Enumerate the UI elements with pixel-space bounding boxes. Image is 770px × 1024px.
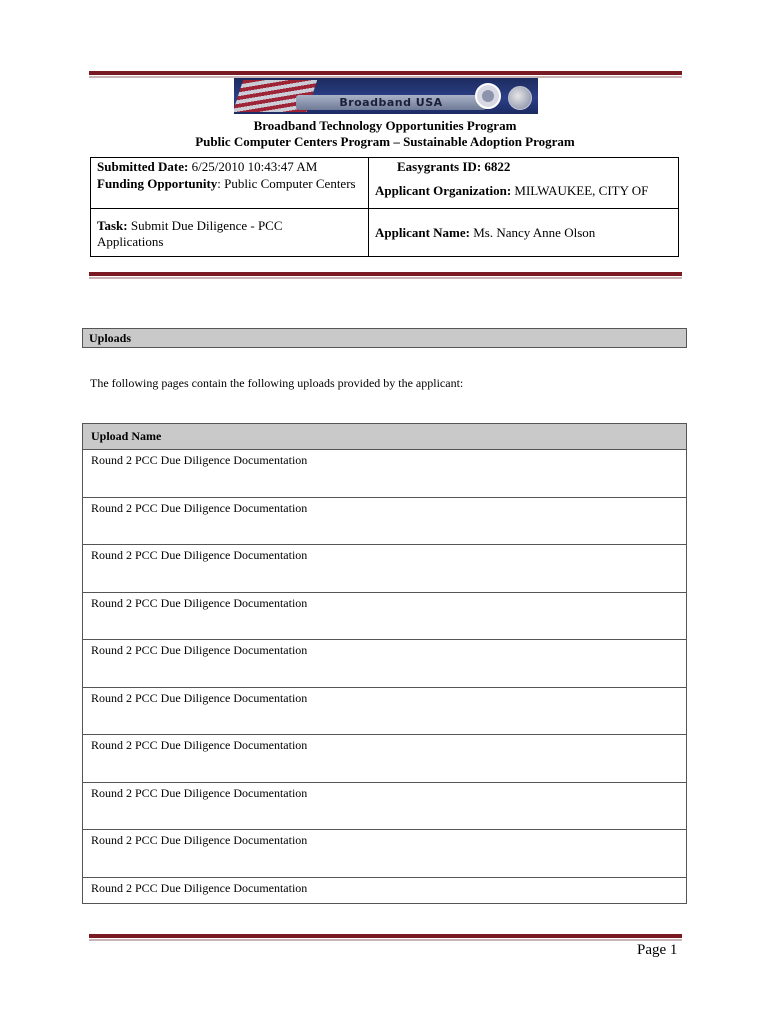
uploads-table: [82, 423, 687, 904]
program-title: Broadband Technology Opportunities Program: [253, 118, 517, 133]
header-bottom-rule: [89, 272, 682, 279]
seal-icon: [474, 82, 502, 110]
submitted-date: Submitted Date: 6/25/2010 10:43:47 AM: [97, 159, 318, 174]
globe-icon: [508, 86, 532, 110]
easygrants-id: Easygrants ID: 6822: [397, 159, 511, 174]
applicant-organization: Applicant Organization: MILWAUKEE, CITY OF: [375, 183, 649, 198]
table-row: Round 2 PCC Due Diligence Documentation: [83, 498, 686, 546]
table-row: Round 2 PCC Due Diligence Documentation: [83, 545, 686, 593]
footer-rule: [89, 934, 682, 941]
table-row: Round 2 PCC Due Diligence Documentation: [83, 450, 686, 498]
uploads-section-header: Uploads: [82, 328, 687, 348]
upload-name-column-header: Upload Name: [83, 424, 686, 450]
top-rule: [89, 71, 682, 78]
table-row: Round 2 PCC Due Diligence Documentation: [91, 880, 308, 895]
task: Task: Submit Due Diligence - PCC Applications: [97, 218, 283, 249]
page-number: Page 1: [637, 942, 678, 958]
funding-opportunity: Funding Opportunity: Public Computer Centers: [97, 176, 356, 191]
table-row: Round 2 PCC Due Diligence Documentation: [83, 640, 686, 688]
table-row: Round 2 PCC Due Diligence Documentation: [83, 783, 686, 831]
application-info-box: [90, 157, 679, 257]
applicant-name: Applicant Name: Ms. Nancy Anne Olson: [375, 225, 596, 240]
table-row: Round 2 PCC Due Diligence Documentation: [83, 688, 686, 736]
table-row: Round 2 PCC Due Diligence Documentation: [83, 593, 686, 641]
program-subtitle: Public Computer Centers Program – Sustainable Adoption Program: [195, 134, 575, 149]
table-row: Round 2 PCC Due Diligence Documentation: [83, 735, 686, 783]
uploads-intro-text: The following pages contain the following uploads provided by the applicant:: [90, 376, 464, 390]
banner-brand-text: Broadband USA: [339, 96, 443, 109]
broadband-usa-banner: [234, 78, 538, 114]
table-row: Round 2 PCC Due Diligence Documentation: [83, 830, 686, 878]
